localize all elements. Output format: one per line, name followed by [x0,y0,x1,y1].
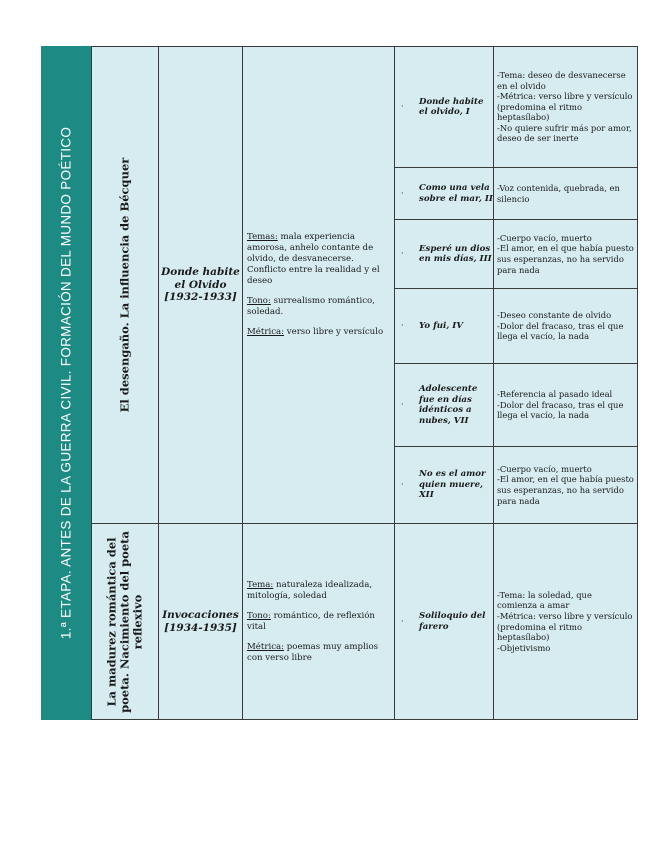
section-1-themes: Temas: mala experiencia amorosa, anhelo contante de olvido, de desvanecerse. Conflicto entre la realidad y el deseo [247,232,380,286]
bullet-icon: · [401,479,404,489]
poem-row-1-notes-cell: -Tema: deseo de desvanecerse en el olvido -Métrica: verso libre y versículo (predomina el ritmo heptasílabo) -No quiere sufrir más por amor, deseo de ser inerte [493,46,638,168]
bullet-icon: · [401,101,404,111]
section-1-description-cell [242,46,395,524]
section-2-book-title: Invocaciones [162,609,239,621]
poem-title: Soliloquio del farero [419,611,486,632]
section-2-book-years: [1934-1935] [164,621,237,634]
section-1-book-years: [1932-1933] [164,291,237,304]
poem-row-3-title-cell [394,219,494,289]
bullet-icon: · [401,188,404,198]
poem-row-2-notes-cell: -Voz contenida, quebrada, en silencio [493,167,638,220]
stage-title: 1.ª ETAPA. ANTES DE LA GUERRA CIVIL. FORMACIÓN DEL MUNDO POÉTICO [58,126,74,640]
poem-row-5-notes-cell: -Referencia al pasado ideal -Dolor del fracaso, tras el que llega el vacío, la nada [493,363,638,447]
section-1-tone: Tono: surrealismo romántico, soledad. [247,296,375,317]
poem-row-2-title-cell [394,167,494,220]
section-1-title: El desengaño. La influencia de Bécquer [117,157,132,413]
poem-title: No es el amor quien muere, XII [419,469,486,501]
bullet-icon: · [401,320,404,330]
poem-title: Donde habite el olvido, I [419,96,484,117]
poem-row-4-notes-cell: -Deseo constante de olvido -Dolor del fracaso, tras el que llega el vacío, la nada [493,288,638,364]
poem-title: Adolescente fue en días idénticos a nubes, VII [419,384,478,426]
poem-row-1-title-cell [394,46,494,168]
section-1-book-cell [158,46,243,524]
poem-title: Como una vela sobre el mar, II [419,183,493,204]
poem-row-7-title-cell [394,523,494,720]
section-2-title: La madurez romántica del poeta. Nacimiento del poeta reflexivo [104,530,145,713]
section-2-tone: Tono: romántico, de reflexión vital [247,610,375,632]
poem-row-6-notes-cell: -Cuerpo vacío, muerto -El amor, en el que había puesto sus esperanzas, no ha servido para nada [493,446,638,524]
section-2-theme: Tema: naturaleza idealizada, mitología, soledad [247,579,373,601]
bullet-icon: · [401,616,404,626]
poem-title: Esperé un dios en mis días, III [419,243,492,264]
poem-row-5-title-cell [394,363,494,447]
section-2-book-cell [158,523,243,720]
poem-row-6-title-cell [394,446,494,524]
bullet-icon: · [401,399,404,409]
section-1-title-cell [91,46,159,524]
section-1-metrics: Métrica: verso libre y versículo [247,327,384,337]
bullet-icon: · [401,248,404,258]
poem-row-7-notes-cell: -Tema: la soledad, que comienza a amar -Métrica: verso libre y versículo (predomina el ritmo heptasílabo) -Objetivismo [493,523,638,720]
section-2-description-cell [242,523,395,720]
poem-title: Yo fui, IV [419,320,463,331]
section-2-title-cell [91,523,159,720]
poem-row-3-notes-cell: -Cuerpo vacío, muerto -El amor, en el que había puesto sus esperanzas, no ha servido para nada [493,219,638,289]
section-2-metrics: Métrica: poemas muy amplios con verso libre [247,641,379,663]
poem-row-4-title-cell [394,288,494,364]
stage-column [41,46,91,720]
section-1-book-title: Donde habite el Olvido [161,266,240,291]
